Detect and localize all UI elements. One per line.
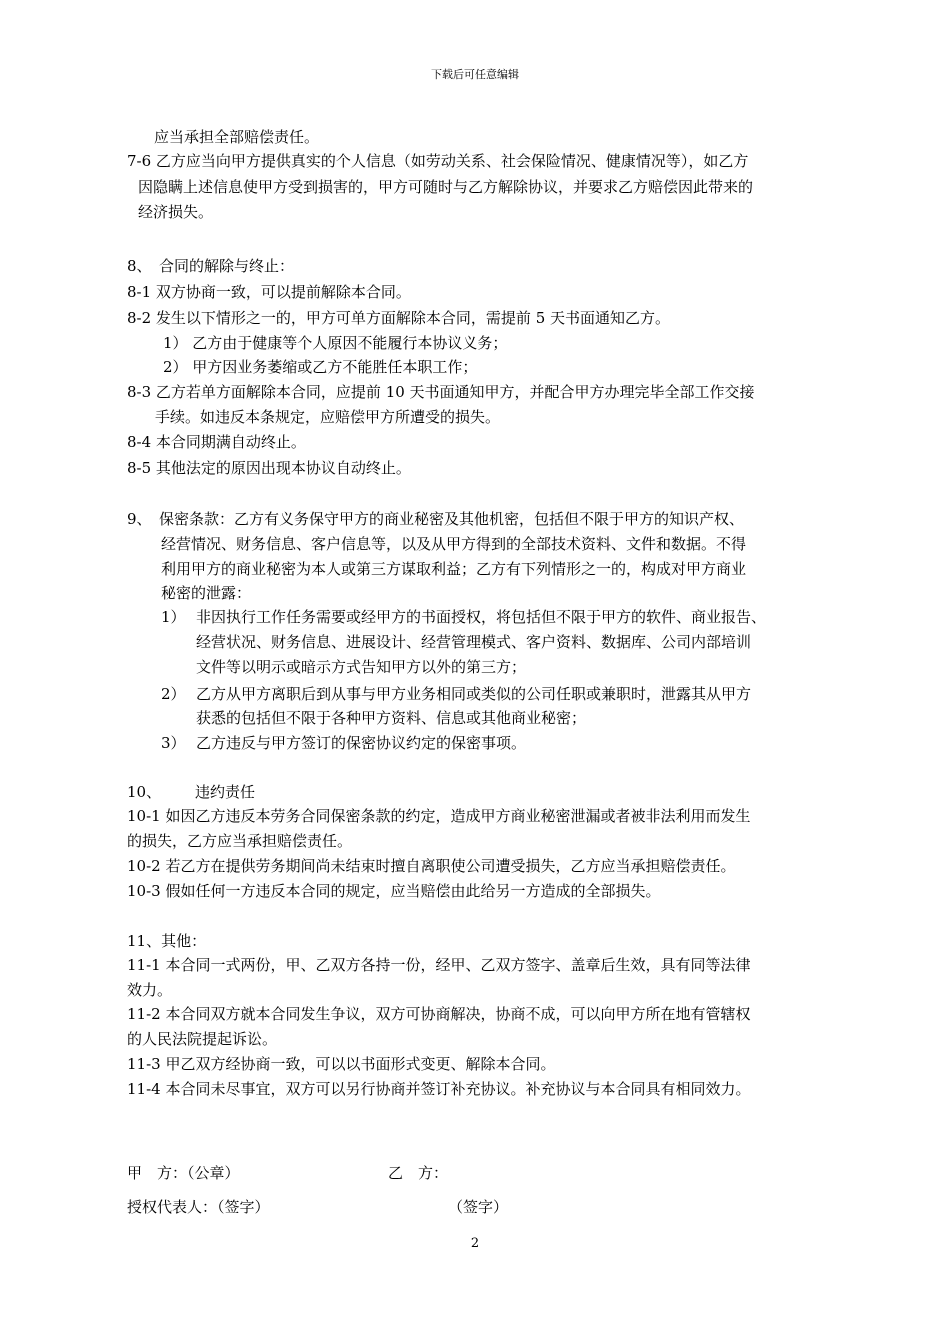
section-heading: 违约责任 xyxy=(195,783,256,801)
text-line: 经济损失。 xyxy=(138,203,214,221)
text-line: 10-2 若乙方在提供劳务期间尚未结束时擅自离职使公司遭受损失，乙方应当承担赔偿责任。 xyxy=(127,857,736,875)
text-line: 8-1 双方协商一致，可以提前解除本合同。 xyxy=(127,283,411,301)
text-line: 手续。如违反本条规定，应赔偿甲方所遭受的损失。 xyxy=(155,408,501,426)
text-line: 8-5 其他法定的原因出现本协议自动终止。 xyxy=(127,459,411,477)
text-line: 经营情况、财务信息、客户信息等，以及从甲方得到的全部技术资料、文件和数据。不得 xyxy=(161,535,747,553)
party-b-signature: （签字） xyxy=(448,1198,509,1216)
section-heading: 8、 合同的解除与终止： xyxy=(127,257,295,275)
list-item: 经营状况、财务信息、进展设计、经营管理模式、客户资料、数据库、公司内部培训 xyxy=(196,633,752,651)
text-line: 11-4 本合同未尽事宜，双方可以另行协商并签订补充协议。补充协议与本合同具有相同效力。 xyxy=(127,1080,751,1098)
text-line: 11-3 甲乙双方经协商一致，可以以书面形式变更、解除本合同。 xyxy=(127,1055,556,1073)
party-b-label: 乙 方： xyxy=(388,1164,449,1182)
text-line: 11-2 本合同双方就本合同发生争议，双方可协商解决，协商不成，可以向甲方所在地有管辖权 xyxy=(127,1005,751,1023)
text-line: 10-3 假如任何一方违反本合同的规定，应当赔偿由此给另一方造成的全部损失。 xyxy=(127,882,661,900)
list-marker: 2） xyxy=(161,685,186,703)
text-line: 8-4 本合同期满自动终止。 xyxy=(127,433,306,451)
text-line: 的人民法院提起诉讼。 xyxy=(127,1030,278,1048)
list-item: 乙方从甲方离职后到从事与甲方业务相同或类似的公司任职或兼职时，泄露其从甲方 xyxy=(196,685,752,703)
text-line: 效力。 xyxy=(127,981,173,999)
section-heading: 9、 保密条款：乙方有义务保守甲方的商业秘密及其他机密，包括但不限于甲方的知识产权、 xyxy=(127,510,745,528)
text-line: 的损失，乙方应当承担赔偿责任。 xyxy=(127,832,353,850)
text-line: 7-6 乙方应当向甲方提供真实的个人信息（如劳动关系、社会保险情况、健康情况等），如乙方 xyxy=(127,152,749,170)
section-heading: 11、其他： xyxy=(127,932,207,950)
section-number: 10、 xyxy=(127,783,162,801)
text-line: 应当承担全部赔偿责任。 xyxy=(154,128,320,146)
list-item: 非因执行工作任务需要或经甲方的书面授权，将包括但不限于甲方的软件、商业报告、 xyxy=(196,608,767,626)
list-marker: 1） xyxy=(161,608,186,626)
list-item: 获悉的包括但不限于各种甲方资料、信息或其他商业秘密； xyxy=(196,709,587,727)
text-line: 10-1 如因乙方违反本劳务合同保密条款的约定，造成甲方商业秘密泄漏或者被非法利用而发生 xyxy=(127,807,751,825)
list-item: 乙方违反与甲方签订的保密协议约定的保密事项。 xyxy=(196,734,527,752)
text-line: 8-3 乙方若单方面解除本合同，应提前 10 天书面通知甲方，并配合甲方办理完毕全部工作交接 xyxy=(127,383,755,401)
list-marker: 3） xyxy=(161,734,186,752)
text-line: 秘密的泄露： xyxy=(161,584,252,602)
text-line: 11-1 本合同一式两份，甲、乙双方各持一份，经甲、乙双方签字、盖章后生效，具有同等法律 xyxy=(127,956,751,974)
party-a-label: 甲 方：（公章） xyxy=(127,1164,240,1182)
page-number: 2 xyxy=(470,1236,480,1251)
text-line: 利用甲方的商业秘密为本人或第三方谋取利益；乙方有下列情形之一的，构成对甲方商业 xyxy=(161,560,747,578)
list-item: 2） 甲方因业务萎缩或乙方不能胜任本职工作； xyxy=(163,358,478,376)
page-header: 下载后可任意编辑 xyxy=(431,68,519,81)
list-item: 文件等以明示或暗示方式告知甲方以外的第三方； xyxy=(196,658,527,676)
text-line: 因隐瞒上述信息使甲方受到损害的，甲方可随时与乙方解除协议，并要求乙方赔偿因此带来的 xyxy=(138,178,754,196)
list-item: 1） 乙方由于健康等个人原因不能履行本协议义务； xyxy=(163,334,508,352)
party-a-representative: 授权代表人：（签字） xyxy=(127,1198,270,1216)
text-line: 8-2 发生以下情形之一的，甲方可单方面解除本合同，需提前 5 天书面通知乙方。 xyxy=(127,309,671,327)
